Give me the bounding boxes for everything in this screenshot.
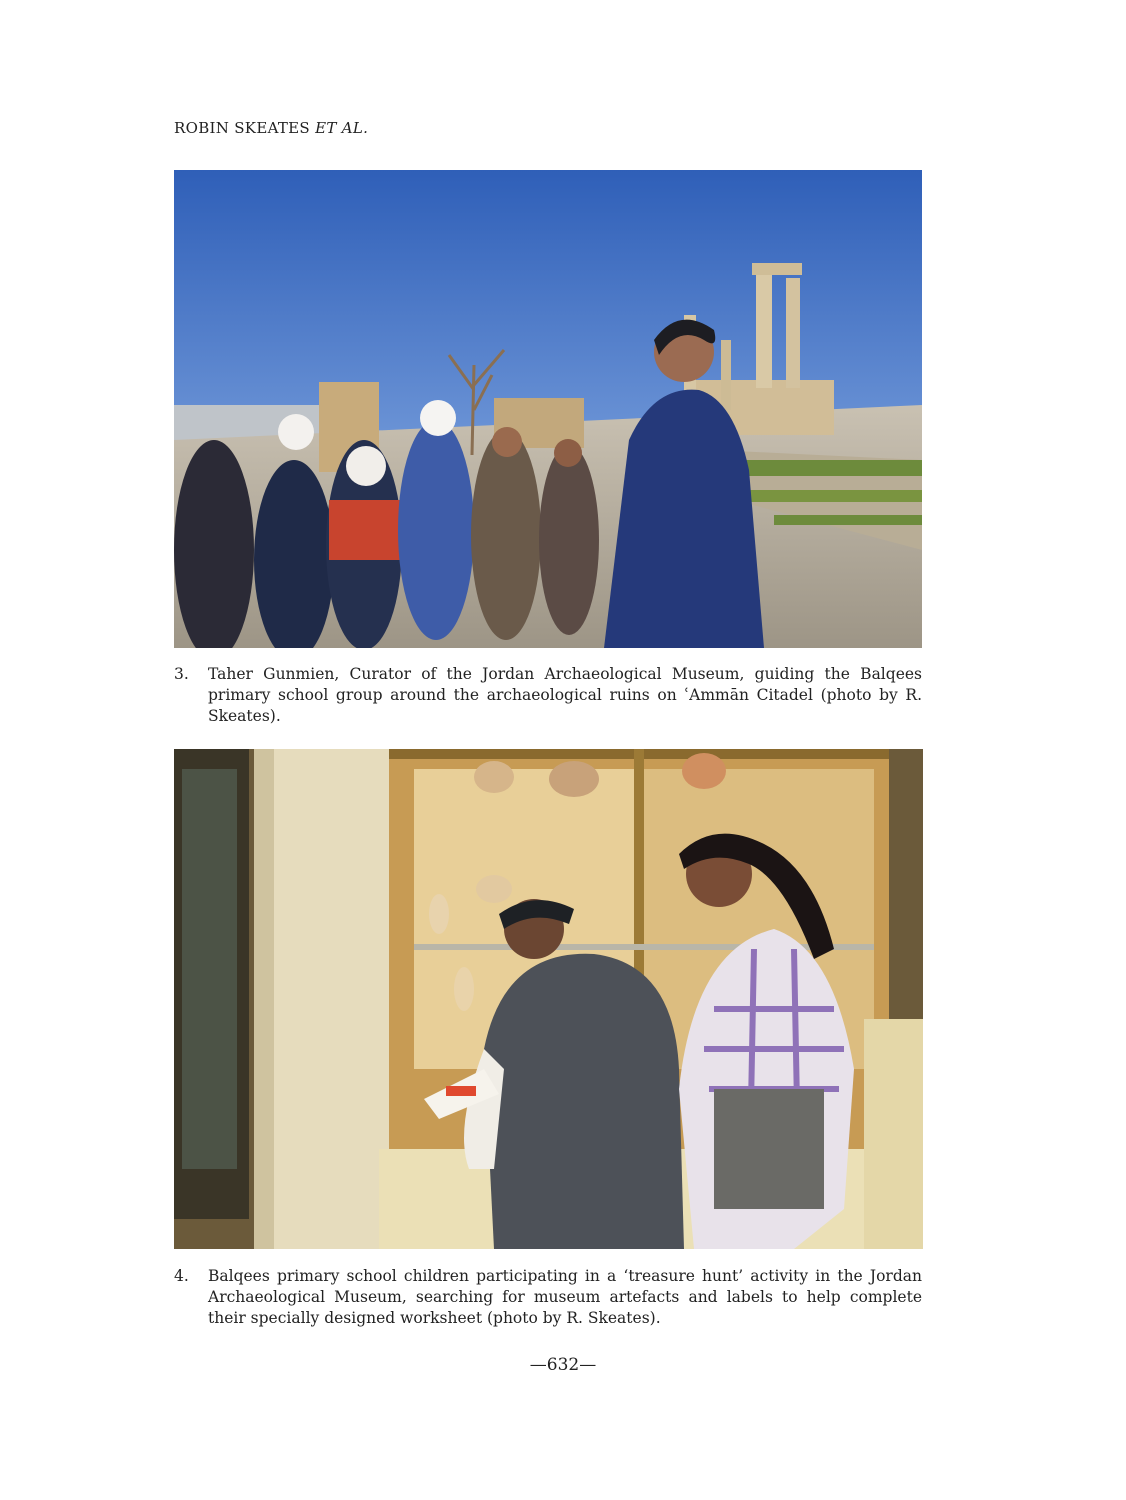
running-head-author: ROBIN SKEATES — [174, 119, 311, 137]
figure-3-number: 3. — [174, 665, 189, 683]
figure-3-caption-text: Taher Gunmien, Curator of the Jordan Archaeological Museum, guiding the Balqees primary school group around the archaeological ruins on ʿAmmān Citadel (photo by R. Skeates). — [208, 665, 922, 725]
page-number: —632— — [529, 1355, 597, 1375]
figure-4-caption — [174, 1266, 922, 1329]
running-head — [174, 119, 368, 137]
figure-4-caption-text: Balqees primary school children participating in a ‘treasure hunt’ activity in the Jordan Archaeological Museum, searching for museum artefacts and labels to help complete their specially designed worksheet (photo by R. Skeates). — [208, 1267, 922, 1327]
figure-3-caption — [174, 664, 922, 727]
running-head-etal: ET AL. — [315, 119, 369, 137]
figure-4-photo — [174, 749, 923, 1249]
figure-4-number: 4. — [174, 1267, 189, 1285]
figure-3-photo — [174, 170, 922, 648]
